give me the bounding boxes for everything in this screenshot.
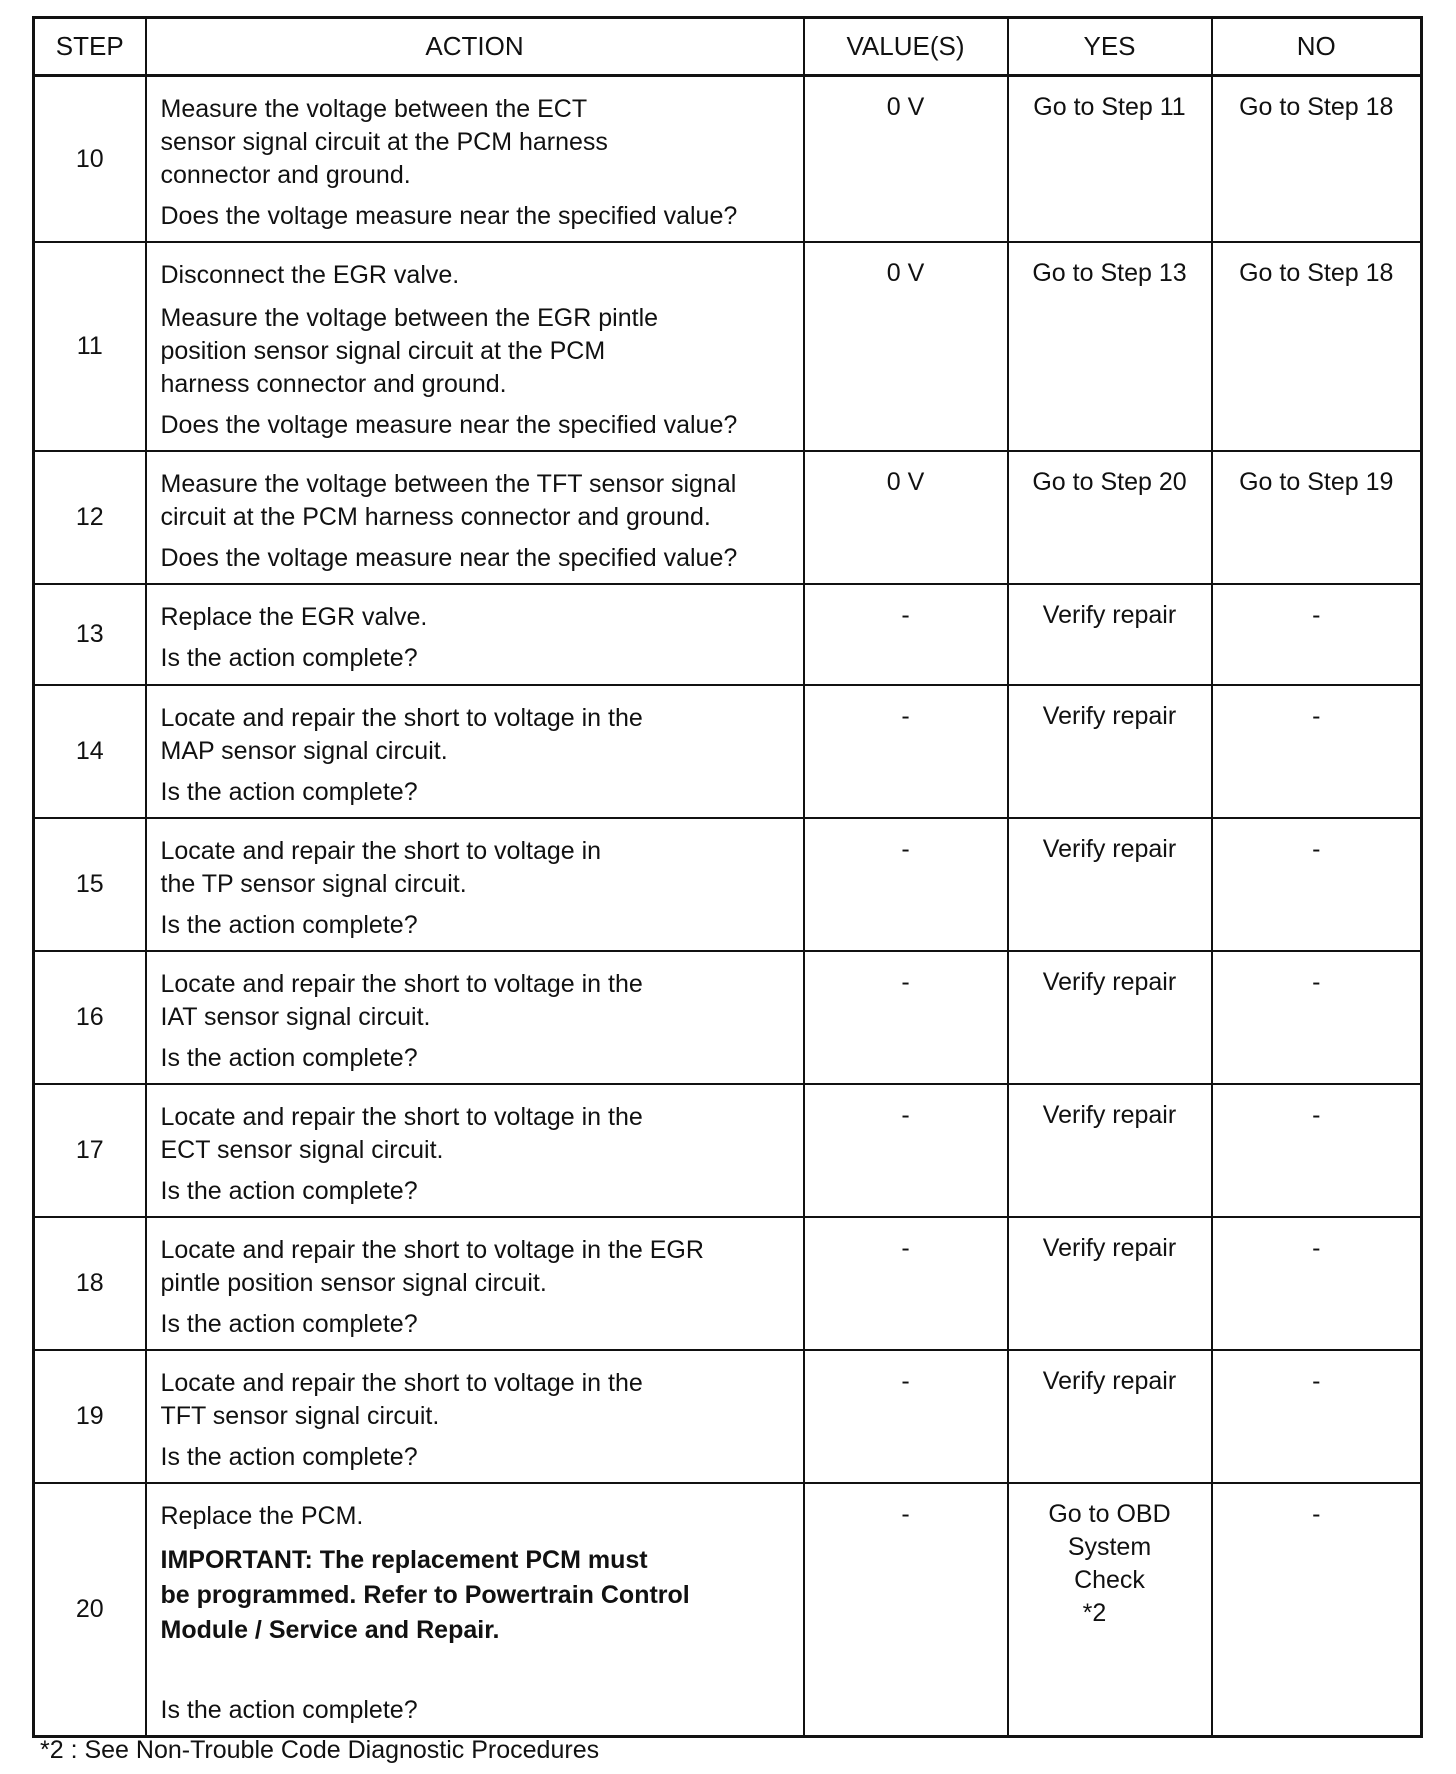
table-row: [34, 451, 1422, 584]
action-cell: [146, 76, 804, 243]
action-cell: [146, 1084, 804, 1217]
action-text: pintle position sensor signal circuit.: [160, 1269, 547, 1297]
yes-cell: Verify repair: [1008, 685, 1212, 818]
action-question: Is the action complete?: [160, 1044, 418, 1072]
value-cell: -: [804, 1483, 1008, 1737]
action-cell: [146, 242, 804, 451]
no-cell: -: [1212, 1483, 1422, 1737]
yes-cell: Verify repair: [1008, 951, 1212, 1084]
diagnostic-table: [32, 16, 1423, 1738]
step-number: 13: [34, 584, 146, 685]
header-step: STEP: [34, 18, 146, 76]
action-cell: [146, 1350, 804, 1483]
action-cell: [146, 584, 804, 685]
action-text: Locate and repair the short to voltage in the: [160, 1103, 643, 1131]
action-text: connector and ground.: [160, 161, 411, 189]
yes-text: Go to OBD: [1048, 1500, 1171, 1528]
value-cell: -: [804, 584, 1008, 685]
step-number: 14: [34, 685, 146, 818]
no-cell: Go to Step 18: [1212, 76, 1422, 243]
table-row: [34, 242, 1422, 451]
value-cell: 0 V: [804, 242, 1008, 451]
no-cell: -: [1212, 685, 1422, 818]
action-text: Locate and repair the short to voltage in: [160, 837, 602, 865]
action-question: Does the voltage measure near the specified value?: [160, 544, 738, 572]
action-text: Locate and repair the short to voltage in the EGR: [160, 1236, 704, 1264]
action-cell: [146, 685, 804, 818]
value-cell: -: [804, 1350, 1008, 1483]
important-note: [161, 1543, 793, 1648]
footnote: *2 : See Non-Trouble Code Diagnostic Procedures: [40, 1736, 600, 1764]
table-row: [34, 685, 1422, 818]
action-text: TFT sensor signal circuit.: [160, 1402, 440, 1430]
no-cell: Go to Step 19: [1212, 451, 1422, 584]
action-cell: [146, 818, 804, 951]
table-row: [34, 1217, 1422, 1350]
action-cell: [146, 451, 804, 584]
table-row: [34, 818, 1422, 951]
yes-cell: Go to Step 20: [1008, 451, 1212, 584]
header-row: [34, 18, 1422, 76]
action-cell: [146, 1217, 804, 1350]
no-cell: -: [1212, 1217, 1422, 1350]
step-number: 11: [34, 242, 146, 451]
action-text: MAP sensor signal circuit.: [160, 737, 448, 765]
action-question: Is the action complete?: [160, 1177, 418, 1205]
important-text: be programmed. Refer to Powertrain Control: [160, 1581, 690, 1609]
header-value: VALUE(S): [804, 18, 1008, 76]
action-question: Is the action complete?: [160, 778, 418, 806]
action-text: IAT sensor signal circuit.: [160, 1003, 431, 1031]
important-text: Module / Service and Repair.: [160, 1616, 500, 1644]
value-cell: -: [804, 1217, 1008, 1350]
step-number: 19: [34, 1350, 146, 1483]
value-cell: -: [804, 951, 1008, 1084]
action-cell: [146, 951, 804, 1084]
footnote-ref: *2: [1082, 1599, 1107, 1627]
yes-cell: Verify repair: [1008, 1217, 1212, 1350]
action-text: position sensor signal circuit at the PCM: [160, 337, 606, 365]
no-cell: -: [1212, 818, 1422, 951]
header-action: ACTION: [146, 18, 804, 76]
value-cell: 0 V: [804, 76, 1008, 243]
action-text: Locate and repair the short to voltage in the: [160, 970, 643, 998]
header-yes: YES: [1008, 18, 1212, 76]
no-cell: -: [1212, 1350, 1422, 1483]
action-question: Is the action complete?: [160, 644, 418, 672]
action-question: Is the action complete?: [160, 1310, 418, 1338]
yes-cell: [1008, 1483, 1212, 1737]
action-text: Measure the voltage between the EGR pintle: [160, 304, 659, 332]
action-question: Does the voltage measure near the specified value?: [160, 202, 738, 230]
no-cell: -: [1212, 951, 1422, 1084]
action-text: circuit at the PCM harness connector and ground.: [160, 503, 711, 531]
no-cell: -: [1212, 584, 1422, 685]
yes-cell: Verify repair: [1008, 584, 1212, 685]
yes-cell: Go to Step 13: [1008, 242, 1212, 451]
table-row: [34, 1084, 1422, 1217]
value-cell: 0 V: [804, 451, 1008, 584]
step-number: 12: [34, 451, 146, 584]
action-question: Is the action complete?: [160, 911, 418, 939]
step-number: 17: [34, 1084, 146, 1217]
action-text: the TP sensor signal circuit.: [160, 870, 467, 898]
action-text: harness connector and ground.: [160, 370, 507, 398]
step-number: 16: [34, 951, 146, 1084]
step-number: 10: [34, 76, 146, 243]
value-cell: -: [804, 1084, 1008, 1217]
action-text: Locate and repair the short to voltage in the: [160, 1369, 643, 1397]
step-number: 20: [34, 1483, 146, 1737]
action-text: Measure the voltage between the TFT sensor signal: [160, 470, 737, 498]
table-row: [34, 584, 1422, 685]
action-question: Is the action complete?: [160, 1696, 418, 1724]
action-text: Disconnect the EGR valve.: [160, 261, 460, 289]
action-text: Replace the PCM.: [160, 1502, 364, 1530]
no-cell: -: [1212, 1084, 1422, 1217]
action-text: Measure the voltage between the ECT: [160, 95, 588, 123]
action-text: Locate and repair the short to voltage in the: [160, 704, 643, 732]
table-row: [34, 1483, 1422, 1737]
yes-cell: Verify repair: [1008, 818, 1212, 951]
yes-text: System: [1067, 1533, 1152, 1561]
yes-cell: Go to Step 11: [1008, 76, 1212, 243]
important-text: IMPORTANT: The replacement PCM must: [160, 1546, 648, 1574]
step-number: 18: [34, 1217, 146, 1350]
no-cell: Go to Step 18: [1212, 242, 1422, 451]
table-row: [34, 76, 1422, 243]
step-number: 15: [34, 818, 146, 951]
action-question: Does the voltage measure near the specified value?: [160, 411, 738, 439]
action-text: ECT sensor signal circuit.: [160, 1136, 444, 1164]
action-text: sensor signal circuit at the PCM harness: [160, 128, 608, 156]
header-no: NO: [1212, 18, 1422, 76]
action-question: Is the action complete?: [160, 1443, 418, 1471]
table-row: [34, 1350, 1422, 1483]
value-cell: -: [804, 685, 1008, 818]
yes-cell: Verify repair: [1008, 1350, 1212, 1483]
action-text: Replace the EGR valve.: [160, 603, 428, 631]
action-cell: [146, 1483, 804, 1737]
yes-text: Check: [1074, 1566, 1145, 1594]
value-cell: -: [804, 818, 1008, 951]
table-row: [34, 951, 1422, 1084]
yes-cell: Verify repair: [1008, 1084, 1212, 1217]
